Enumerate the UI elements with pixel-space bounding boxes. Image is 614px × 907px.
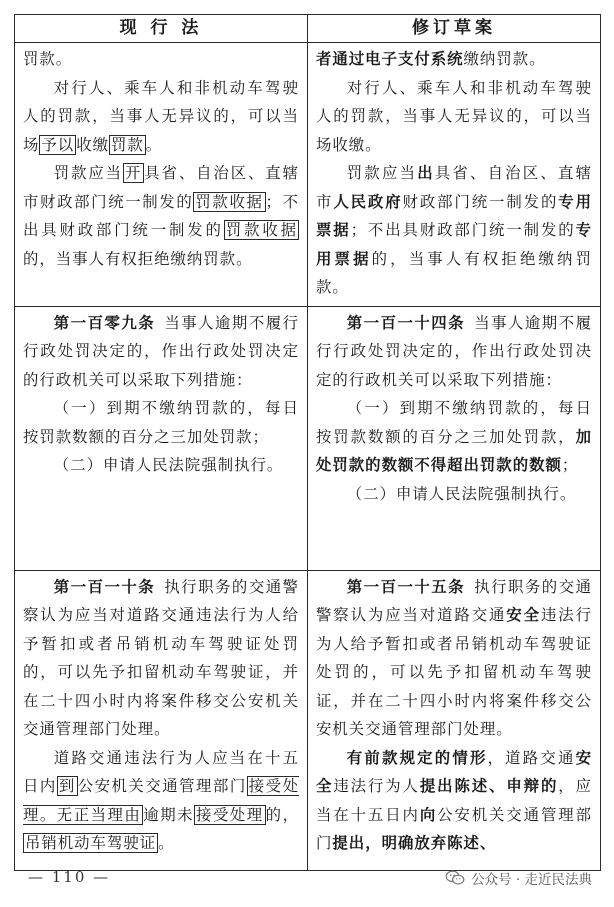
deleted-text-box: 罚款收据	[225, 221, 297, 239]
deleted-text-box: 予以	[41, 135, 75, 154]
article-number: 第一百一十四条	[346, 313, 466, 332]
row3-left-p1: 第一百一十条 执行职务的交通警察认为应当对道路交通违法行为人给予暂扣或者吊销机动车驾驶证处罚的，可以先予扣留机动车驾驶证，并在二十四小时内将案件移交公安机关交通管理部门处理。	[23, 577, 299, 738]
row1-draft-cell	[308, 43, 601, 307]
wechat-icon	[445, 870, 465, 886]
row2-current-cell	[15, 306, 308, 570]
row2-draft-cell	[308, 306, 601, 570]
watermark-text: 公众号 · 走近民法典	[471, 872, 592, 888]
row1-right-p2: 对行人、乘车人和非机动车驾驶人的罚款，当事人无异议的，可以当场收缴。	[316, 78, 592, 154]
row3-current-cell	[15, 570, 308, 870]
comparison-table	[14, 14, 601, 871]
row3-right-p1: 第一百一十五条 执行职务的交通警察认为应当对道路交通安全违法行为人给予暂扣或者吊销机动车驾驶证处罚的，可以先予扣留机动车驾驶证，并在二十四小时内将案件移交公安机关交通管理部门处理。	[316, 577, 592, 738]
deleted-text-box: 罚款	[111, 135, 144, 154]
deleted-text-box: 到	[58, 777, 76, 795]
row2-right-p3: （二）申请人民法院强制执行。	[346, 484, 577, 503]
watermark	[445, 868, 592, 888]
row1-left-p1: 罚款。	[23, 50, 73, 68]
row3-draft-cell	[308, 570, 601, 870]
row2-right-p2: （一）到期不缴纳罚款的，每日按罚款数额的百分之三加处罚款，加处罚款的数额不得超出罚款的数额；	[316, 399, 592, 474]
page-number: — 110 —	[28, 868, 111, 886]
row1-right-p3: 罚款应当出具省、自治区、直辖市人民政府财政部门统一制发的专用票据；不出具财政部门统一制发的专用票据的，当事人有权拒绝缴纳罚款。	[316, 164, 592, 296]
row2-left-p1: 第一百零九条 当事人逾期不履行行政处罚决定的，作出行政处罚决定的行政机关可以采取下列措施：	[23, 313, 299, 389]
row1-right-p1: 者通过电子支付系统缴纳罚款。	[316, 50, 546, 68]
deleted-text-box: 接受处理。无正当理由	[23, 777, 299, 824]
article-number: 第一百一十条	[53, 577, 156, 596]
header-revision-draft: 修订草案	[308, 15, 601, 43]
row1-left-p3: 罚款应当 开 具省、自治区、直辖市财政部门统一制发的 罚款收据 ；不出具财政部门统一制发的 罚款收据的，当事人有权拒绝缴纳罚款。	[23, 164, 299, 268]
deleted-text-box: 接受处理	[196, 805, 264, 824]
row2-left-p2: （一）到期不缴纳罚款的，每日按罚款数额的百分之三加处罚款；	[23, 399, 299, 446]
article-number: 第一百一十五条	[346, 577, 466, 596]
article-number: 第一百零九条	[53, 313, 156, 332]
row3-right-p2: 有前款规定的情形，道路交通安全违法行为人提出陈述、申辩的，应当在十五日内向公安机关交通管理部门提出，明确放弃陈述、	[316, 748, 592, 852]
deleted-text-box: 罚款收据	[195, 192, 264, 211]
header-current-law: 现 行 法	[15, 15, 308, 43]
deleted-text-box: 吊销机动车驾驶证	[25, 834, 157, 852]
deleted-text-box: 开	[124, 164, 143, 182]
row2-left-p3: （二）申请人民法院强制执行。	[53, 456, 284, 474]
row3-left-p2: 道路交通违法行为人应当在十五日内 到 公安机关交通管理部门 接受处理。无正当理由 逾期未 接受处理 的，吊销机动车驾驶证 。	[23, 748, 299, 852]
row1-left-p2: 对行人、乘车人和非机动车驾驶人的罚款，当事人无异议的，可以当场 予以 收缴 罚款 。	[23, 78, 299, 154]
row1-current-cell	[15, 43, 308, 307]
row2-right-p1: 第一百一十四条 当事人逾期不履行行政处罚决定的，作出行政处罚决定的行政机关可以采取下列措施：	[316, 313, 592, 389]
